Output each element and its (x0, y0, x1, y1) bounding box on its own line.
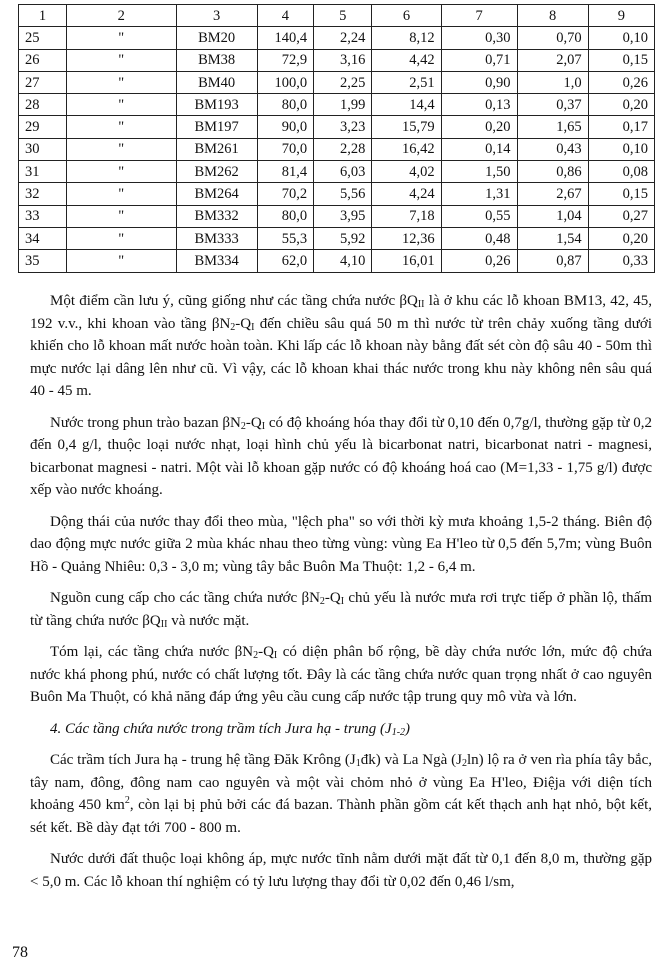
table-cell: 0,13 (441, 94, 517, 116)
table-cell: BM193 (176, 94, 257, 116)
table-cell: BM261 (176, 138, 257, 160)
table-cell: 0,27 (588, 205, 654, 227)
paragraph-1 (30, 290, 652, 403)
table-cell: 0,26 (588, 71, 654, 93)
table-cell: " (67, 49, 176, 71)
text-run: chủ yếu là nước mưa rơi trực tiếp ở phần lộ, thấm từ tầng chứa nước βQ (30, 590, 652, 629)
table-cell: 0,43 (517, 138, 588, 160)
table-cell: 28 (19, 94, 67, 116)
table-cell: 7,18 (372, 205, 441, 227)
table-cell: 4,10 (314, 250, 372, 272)
subscript: 2 (461, 758, 467, 769)
header-cell: 2 (67, 5, 176, 27)
table-row (19, 227, 655, 249)
table-header-row (19, 5, 655, 27)
table-cell: 25 (19, 27, 67, 49)
subscript: 2 (240, 420, 246, 432)
paragraph-2 (30, 412, 652, 502)
table-cell: " (67, 71, 176, 93)
section-heading (30, 718, 652, 741)
table-cell: 5,56 (314, 183, 372, 205)
text-run: đk) và La Ngà (J (360, 752, 462, 768)
table-cell: 26 (19, 49, 67, 71)
table-cell: 2,67 (517, 183, 588, 205)
table-cell: 1,31 (441, 183, 517, 205)
text-run: , còn lại bị phủ bởi các đá bazan. Thành phần gồm cát kết thạch anh hạt nhỏ, bột kết, sét kết. Bề dày đạt tới 700 - 800 m. (30, 797, 652, 836)
table-cell: 3,23 (314, 116, 372, 138)
paragraph-6 (30, 749, 652, 839)
superscript: 2 (124, 795, 130, 806)
table-cell: 0,10 (588, 27, 654, 49)
subscript: II (417, 299, 425, 310)
table-row (19, 138, 655, 160)
table-cell: 33 (19, 205, 67, 227)
table-cell: 34 (19, 227, 67, 249)
table-body (19, 5, 655, 273)
table-row (19, 250, 655, 272)
paragraph-4 (30, 587, 652, 632)
table-cell: 15,79 (372, 116, 441, 138)
text-run: Một điểm cần lưu ý, cũng giống như các tầng chứa nước βQ (50, 293, 418, 309)
table-cell: 0,55 (441, 205, 517, 227)
subscript: 2 (253, 650, 259, 661)
table-cell: 70,2 (257, 183, 313, 205)
table-cell: 0,20 (441, 116, 517, 138)
table-cell: BM264 (176, 183, 257, 205)
table-row (19, 116, 655, 138)
table-cell: 81,4 (257, 161, 313, 183)
table-cell: 35 (19, 250, 67, 272)
table-cell: BM262 (176, 161, 257, 183)
table-cell: " (67, 227, 176, 249)
table-cell: 16,01 (372, 250, 441, 272)
table-cell: 2,24 (314, 27, 372, 49)
table-cell: 100,0 (257, 71, 313, 93)
table-cell: BM40 (176, 71, 257, 93)
text-run: Nguồn cung cấp cho các tầng chứa nước βN (50, 590, 320, 606)
table-cell: 90,0 (257, 116, 313, 138)
table-row (19, 71, 655, 93)
table-cell: " (67, 183, 176, 205)
table-cell: " (67, 161, 176, 183)
table-row (19, 49, 655, 71)
table-cell: 80,0 (257, 94, 313, 116)
table-cell: 2,25 (314, 71, 372, 93)
table-cell: 0,87 (517, 250, 588, 272)
table-cell: 4,42 (372, 49, 441, 71)
table-cell: BM38 (176, 49, 257, 71)
table-cell: BM334 (176, 250, 257, 272)
header-cell: 6 (372, 5, 441, 27)
table-cell: 0,26 (441, 250, 517, 272)
table-cell: " (67, 27, 176, 49)
paragraph-7: Nước dưới đất thuộc loại không áp, mực nước tĩnh nằm dưới mặt đất từ 0,1 đến 8,0 m, thường gặp < 5,0 m. Các lỗ khoan thí nghiệm có tỷ lưu lượng thay đổi từ 0,02 đến 0,46 l/sm, (30, 851, 652, 890)
table-cell: BM20 (176, 27, 257, 49)
page-number: 78 (12, 944, 28, 961)
table-cell: 140,4 (257, 27, 313, 49)
table-cell: 0,15 (588, 183, 654, 205)
table-row (19, 205, 655, 227)
text-run: và nước mặt. (167, 612, 250, 629)
table-cell: 3,16 (314, 49, 372, 71)
text-run: là ở khu các lỗ khoan BM13, 42, 45, 192 v.v., khi khoan vào tầng βN (30, 293, 652, 332)
table-cell: 29 (19, 116, 67, 138)
table-cell: BM333 (176, 227, 257, 249)
table-cell: 55,3 (257, 227, 313, 249)
header-cell: 7 (441, 5, 517, 27)
table-cell: 1,99 (314, 94, 372, 116)
text-run: đến chiều sâu quá 50 m thì nước từ trên chảy xuống tầng dưới khiến cho lỗ khoan mất nước hoàn toàn. Khi lấp các lỗ khoan này bằng đất sét còn độ sâu 40 - 50m thì mực nước lại dâng lên như cũ. Vì vậy, các lỗ khoan khai thác nước trong khu này không nên sâu quá 40 - 45 m. (30, 315, 652, 399)
table-cell: " (67, 250, 176, 272)
subscript: I (273, 650, 278, 661)
text-run: ln) lộ ra ở ven rìa phía tây bắc, tây nam, đông, đông nam cao nguyên và một vài chỏm nhỏ ở vùng Ea H'leo, Điệja với diện tích khoảng 450 km (30, 752, 652, 813)
table-cell: 2,28 (314, 138, 372, 160)
subscript: 1 (355, 758, 361, 769)
table-cell: 0,10 (588, 138, 654, 160)
table-cell: BM332 (176, 205, 257, 227)
text-run: có diện phân bố rộng, bề dày chứa nước lớn, mức độ chứa nước khá phong phú, nước có chất lượng tốt. Đây là các tầng chứa nước quan trọng nhất ở cao nguyên Buôn Ma Thuột, có khả năng đáp ứng yêu cầu cung cấp nước tập trung quy mô vừa và lớn. (30, 644, 652, 705)
table-cell: 2,51 (372, 71, 441, 93)
text-run: Tóm lại, các tầng chứa nước βN (50, 644, 254, 660)
table-cell: 30 (19, 138, 67, 160)
table-cell: 0,48 (441, 227, 517, 249)
table-cell: BM197 (176, 116, 257, 138)
table-cell: " (67, 94, 176, 116)
data-table (18, 4, 655, 273)
table-row (19, 94, 655, 116)
body-text (30, 290, 652, 902)
table-cell: 5,92 (314, 227, 372, 249)
text-run: Nước trong phun trào bazan βN (50, 414, 241, 431)
text-run: có độ khoáng hóa thay đổi từ 0,10 đến 0,7g/l, thường gặp từ 0,2 đến 0,4 g/l, thuộc loại nước nhạt, loại hình chủ yếu là bicarbonat natri, bicarbonat natri - magnesi, bicarbonat magnesi - natri. Một vài lỗ khoan gặp nước có độ khoáng hoá cao (M=1,33 - 1,75 g/l) được xếp vào nước khoáng. (30, 414, 652, 498)
header-cell: 8 (517, 5, 588, 27)
table-cell: 1,50 (441, 161, 517, 183)
table-cell: 0,15 (588, 49, 654, 71)
table-cell: 0,90 (441, 71, 517, 93)
table-cell: 2,07 (517, 49, 588, 71)
header-cell: 4 (257, 5, 313, 27)
table-row (19, 161, 655, 183)
text-run: -Q (245, 414, 262, 431)
subscript: 1-2 (391, 726, 406, 738)
table-cell: 1,0 (517, 71, 588, 93)
text-run: Các trầm tích Jura hạ - trung hệ tầng Đăk Krông (J (50, 752, 356, 768)
table-cell: 32 (19, 183, 67, 205)
table-cell: 27 (19, 71, 67, 93)
subscript: 2 (230, 321, 236, 333)
table-cell: 31 (19, 161, 67, 183)
table-cell: 14,4 (372, 94, 441, 116)
paragraph-5 (30, 641, 652, 709)
table-cell: 8,12 (372, 27, 441, 49)
table-cell: 6,03 (314, 161, 372, 183)
table-cell: 0,20 (588, 227, 654, 249)
table-cell: 0,33 (588, 250, 654, 272)
text-run: -Q (258, 644, 274, 660)
table-cell: 0,70 (517, 27, 588, 49)
table-cell: 12,36 (372, 227, 441, 249)
table-cell: 16,42 (372, 138, 441, 160)
table-cell: 0,14 (441, 138, 517, 160)
table-cell: 0,17 (588, 116, 654, 138)
text-run: -Q (235, 315, 252, 332)
paragraph-3: Dộng thái của nước thay đổi theo mùa, "lệch pha" so với thời kỳ mưa khoảng 1,5-2 tháng. Biên độ dao động mực nước giữa 2 mùa khác nhau theo từng vùng: vùng Ea H'leo từ 0,5 đến 5,7m; vùng Buôn Hồ - Quảng Nhiêu: 0,3 - 3,0 m; vùng tây bắc Buôn Ma Thuột: 1,2 - 6,4 m. (30, 513, 652, 575)
table-cell: 4,24 (372, 183, 441, 205)
subscript: 2 (319, 596, 325, 607)
subscript: I (340, 596, 345, 607)
header-cell: 9 (588, 5, 654, 27)
table-cell: 72,9 (257, 49, 313, 71)
subscript: II (160, 618, 168, 630)
table-cell: " (67, 205, 176, 227)
table-cell: 1,04 (517, 205, 588, 227)
table-cell: " (67, 138, 176, 160)
table-cell: " (67, 116, 176, 138)
table-row (19, 27, 655, 49)
header-cell: 1 (19, 5, 67, 27)
text-run: -Q (324, 590, 341, 606)
table-cell: 62,0 (257, 250, 313, 272)
subscript: I (251, 321, 255, 333)
table-cell: 4,02 (372, 161, 441, 183)
table-cell: 0,86 (517, 161, 588, 183)
table-row (19, 183, 655, 205)
table-cell: 0,30 (441, 27, 517, 49)
subscript: I (261, 420, 266, 432)
table-cell: 80,0 (257, 205, 313, 227)
header-cell: 5 (314, 5, 372, 27)
text-run: ) (405, 720, 411, 737)
table-cell: 0,37 (517, 94, 588, 116)
table-cell: 1,65 (517, 116, 588, 138)
table-cell: 0,71 (441, 49, 517, 71)
table-cell: 1,54 (517, 227, 588, 249)
table-cell: 3,95 (314, 205, 372, 227)
table-cell: 70,0 (257, 138, 313, 160)
table-cell: 0,08 (588, 161, 654, 183)
text-run: 4. Các tầng chứa nước trong trầm tích Jura hạ - trung (J (50, 720, 392, 737)
header-cell: 3 (176, 5, 257, 27)
table-cell: 0,20 (588, 94, 654, 116)
